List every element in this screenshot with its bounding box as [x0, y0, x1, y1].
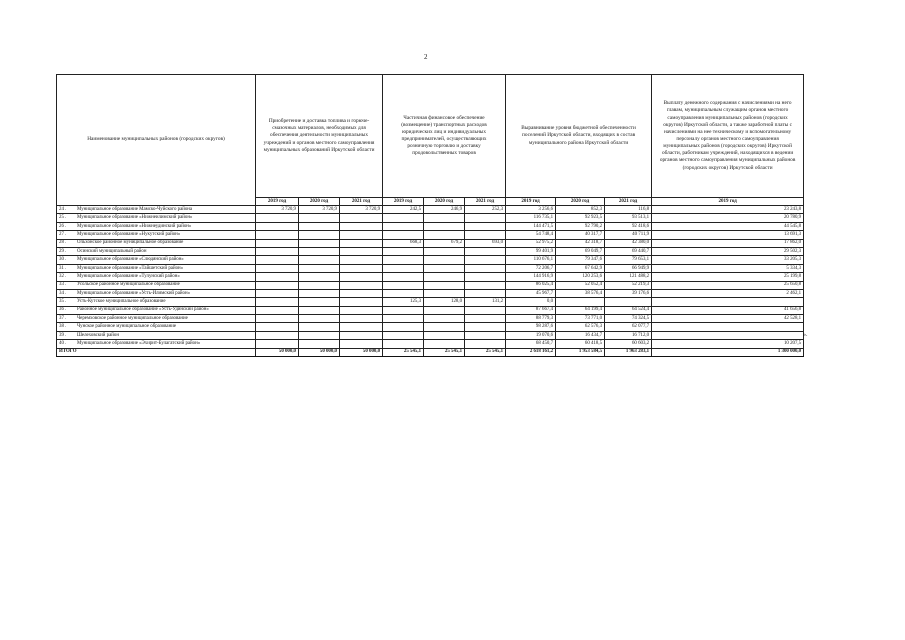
value-cell	[383, 273, 424, 281]
value-cell: 44 545,8	[652, 222, 804, 230]
value-cell: 128,0	[424, 298, 465, 306]
table-row	[57, 281, 804, 289]
municipality-cell	[57, 306, 256, 314]
row-number: 26 .	[59, 223, 67, 229]
value-cell: 38 576,4	[556, 289, 605, 297]
value-cell	[340, 264, 383, 272]
column-header-equalization: Выравнивание уровня бюджетной обеспеченности поселений Иркутской области, входящих в состав муниципального района Иркутской области	[506, 75, 652, 198]
value-cell	[465, 264, 506, 272]
value-cell	[299, 247, 340, 255]
value-cell: 116,8	[605, 206, 652, 214]
row-number: 27 .	[59, 231, 67, 237]
value-cell	[383, 331, 424, 339]
year-header: 2021 год	[340, 198, 383, 206]
value-cell	[340, 323, 383, 331]
municipality-name: Усольское районное муниципальное образование	[77, 282, 180, 288]
table-row	[57, 306, 804, 314]
value-cell	[465, 306, 506, 314]
total-label: ИТОГО	[57, 348, 256, 356]
municipality-name: Муниципальное образование Мамско-Чуйского района	[77, 206, 193, 212]
value-cell	[383, 264, 424, 272]
value-cell	[424, 222, 465, 230]
value-cell: 3 720,9	[340, 206, 383, 214]
municipality-name: Муниципальное образование «Нукутский район»	[77, 231, 181, 237]
municipality-cell	[57, 231, 256, 239]
value-cell	[256, 273, 299, 281]
column-header-name: Наименование муниципальных районов (городских округов)	[57, 75, 256, 206]
table-row	[57, 222, 804, 230]
value-cell	[299, 331, 340, 339]
municipality-name: Муниципальное образование «Эхирит-Булагатский район»	[77, 341, 201, 347]
total-value-cell: 25 545,1	[465, 348, 506, 356]
value-cell: 668,3	[383, 239, 424, 247]
value-cell: 73 771,0	[556, 315, 605, 323]
value-cell	[256, 231, 299, 239]
value-cell: 252,3	[465, 206, 506, 214]
value-cell: 79 347,6	[556, 256, 605, 264]
row-number: 34 .	[59, 290, 67, 296]
total-value-cell: 50 000,0	[340, 348, 383, 356]
value-cell: 16 434,7	[556, 331, 605, 339]
row-number: 24 .	[59, 206, 67, 212]
value-cell: 13 691,3	[652, 231, 804, 239]
value-cell	[383, 340, 424, 348]
value-cell	[299, 256, 340, 264]
value-cell	[605, 298, 652, 306]
value-cell: 52 975,2	[506, 239, 556, 247]
value-cell	[256, 289, 299, 297]
value-cell	[652, 323, 804, 331]
value-cell: 62 576,3	[556, 323, 605, 331]
table-row	[57, 247, 804, 255]
value-cell	[465, 247, 506, 255]
total-closing-mark: ».	[803, 332, 808, 338]
year-header: 2020 год	[556, 198, 605, 206]
value-cell: 60 603,2	[605, 340, 652, 348]
year-header: 2020 год	[424, 198, 465, 206]
value-cell	[299, 340, 340, 348]
value-cell: 69 049,7	[556, 247, 605, 255]
value-cell	[340, 256, 383, 264]
value-cell: 10 207,5	[652, 340, 804, 348]
value-cell: 19 070,6	[506, 331, 556, 339]
value-cell: 66 949,9	[605, 264, 652, 272]
table-row	[57, 340, 804, 348]
row-number: 29 .	[59, 248, 67, 254]
municipality-name: Муниципальное образование «Нижнеудинский район»	[77, 223, 192, 229]
municipality-name: Муниципальное образование «Тайшетский район»	[77, 265, 184, 271]
value-cell	[465, 231, 506, 239]
value-cell	[383, 289, 424, 297]
value-cell: 3 720,9	[256, 206, 299, 214]
value-cell	[383, 247, 424, 255]
value-cell	[299, 264, 340, 272]
municipality-cell	[57, 239, 256, 247]
value-cell: 144 916,9	[506, 273, 556, 281]
value-cell: 693,0	[465, 239, 506, 247]
value-cell	[465, 256, 506, 264]
value-cell	[256, 306, 299, 314]
value-cell: 54 748,4	[506, 231, 556, 239]
value-cell: 0,0	[506, 298, 556, 306]
row-number: 31 .	[59, 265, 67, 271]
row-number: 25 .	[59, 215, 67, 221]
municipality-cell	[57, 340, 256, 348]
value-cell	[299, 289, 340, 297]
year-header: 2020 год	[299, 198, 340, 206]
year-header: 2021 год	[465, 198, 506, 206]
value-cell	[465, 281, 506, 289]
value-cell: 45 967,7	[506, 289, 556, 297]
value-cell: 121 488,2	[605, 273, 652, 281]
value-cell: 93 513,1	[605, 214, 652, 222]
column-header-fuel: Приобретение и доставка топлива и горюче-смазочных материалов, необходимых для обеспечения деятельности муниципальных учреждений и органов местного самоуправления муниципальных образований Иркутской области	[256, 75, 383, 198]
value-cell	[424, 247, 465, 255]
municipality-cell	[57, 214, 256, 222]
value-cell	[299, 273, 340, 281]
value-cell	[299, 214, 340, 222]
table-row	[57, 206, 804, 214]
value-cell	[299, 306, 340, 314]
value-cell: 86 025,4	[506, 281, 556, 289]
value-cell: 98 287,6	[506, 323, 556, 331]
value-cell	[256, 281, 299, 289]
table-row	[57, 315, 804, 323]
municipality-cell	[57, 256, 256, 264]
value-cell: 679,2	[424, 239, 465, 247]
table-row	[57, 264, 804, 272]
value-cell: 5 334,3	[652, 264, 804, 272]
value-cell: 52 219,3	[605, 281, 652, 289]
municipality-name: Районное муниципальное образование «Усть-Удинский район»	[77, 307, 209, 313]
municipality-name: Усть-Кутское муниципальное образование	[77, 299, 166, 305]
total-value-cell: 50 000,0	[256, 348, 299, 356]
value-cell	[256, 247, 299, 255]
value-cell: 852,3	[556, 206, 605, 214]
value-cell	[465, 340, 506, 348]
total-value-cell: 25 545,1	[424, 348, 465, 356]
value-cell	[383, 214, 424, 222]
value-cell: 79 653,1	[605, 256, 652, 264]
value-cell	[424, 289, 465, 297]
row-number: 33 .	[59, 282, 67, 288]
value-cell: 23 243,8	[652, 206, 804, 214]
value-cell: 72 206,7	[506, 264, 556, 272]
table-row	[57, 298, 804, 306]
value-cell: 39 176,6	[605, 289, 652, 297]
value-cell	[256, 264, 299, 272]
column-header-salaries: Выплату денежного содержания с начислениями на него главам, муниципальным служащим органов местного самоуправления муниципальных районов (городских округов) Иркутской области, а также заработной платы с начислениями на нее техническому и вспомогательному персоналу органов местного самоуправления муниципальных районов (городских округов) Иркутской области, работникам учреждений, находящихся в ведении органов местного самоуправления муниципальных районов (городских округов) Иркутской области	[652, 75, 804, 198]
value-cell	[383, 323, 424, 331]
value-cell	[299, 231, 340, 239]
value-cell	[465, 331, 506, 339]
value-cell	[256, 315, 299, 323]
value-cell	[383, 315, 424, 323]
value-cell: 92 923,5	[556, 214, 605, 222]
value-cell: 40 317,7	[556, 231, 605, 239]
page-number: 2	[424, 53, 428, 61]
municipality-cell	[57, 331, 256, 339]
value-cell: 33 205,3	[652, 256, 804, 264]
value-cell: 64 524,4	[605, 306, 652, 314]
value-cell	[424, 231, 465, 239]
total-value-cell: 2 618 161,2	[506, 348, 556, 356]
total-row	[57, 348, 804, 356]
row-number: 40 .	[59, 341, 67, 347]
row-number: 32 .	[59, 273, 67, 279]
value-cell: 16 712,0	[605, 331, 652, 339]
value-cell: 62 077,7	[605, 323, 652, 331]
table-row	[57, 331, 804, 339]
value-cell	[340, 281, 383, 289]
value-cell: 120 253,6	[556, 273, 605, 281]
value-cell	[652, 331, 804, 339]
value-cell: 42 380,0	[605, 239, 652, 247]
value-cell	[465, 315, 506, 323]
table-row	[57, 273, 804, 281]
value-cell: 52 052,4	[556, 281, 605, 289]
municipality-cell	[57, 206, 256, 214]
total-value-cell: 1 963 283,1	[605, 348, 652, 356]
value-cell	[340, 340, 383, 348]
municipality-cell	[57, 323, 256, 331]
value-cell	[340, 247, 383, 255]
value-cell	[465, 214, 506, 222]
value-cell	[299, 315, 340, 323]
value-cell	[340, 298, 383, 306]
municipality-name: Шелеховский район	[77, 332, 119, 338]
value-cell: 92 790,2	[556, 222, 605, 230]
value-cell	[299, 222, 340, 230]
table-row	[57, 289, 804, 297]
value-cell	[424, 340, 465, 348]
value-cell: 42 318,7	[556, 239, 605, 247]
value-cell	[299, 281, 340, 289]
year-header: 2019 год	[383, 198, 424, 206]
column-header-transport: Частичная финансовое обеспечение (возмещение) транспортных расходов юридических лиц и индивидуальных предпринимателей, осуществляющих розничную торговлю и доставку продовольственных товаров	[383, 75, 506, 198]
municipality-cell	[57, 315, 256, 323]
value-cell: 64 199,4	[556, 306, 605, 314]
value-cell	[465, 273, 506, 281]
table-row	[57, 214, 804, 222]
value-cell: 20 780,9	[652, 214, 804, 222]
value-cell: 74 324,5	[605, 315, 652, 323]
value-cell	[256, 214, 299, 222]
value-cell	[340, 222, 383, 230]
value-cell	[256, 323, 299, 331]
row-number: 38 .	[59, 324, 67, 330]
value-cell: 25 650,8	[652, 281, 804, 289]
value-cell	[383, 306, 424, 314]
municipality-name: Муниципальное образование «Усть-Илимский район»	[77, 290, 191, 296]
value-cell: 246,9	[424, 206, 465, 214]
municipality-name: Муниципальное образование «Нижнеилимский район»	[77, 215, 193, 221]
value-cell: 25 199,8	[652, 273, 804, 281]
value-cell	[340, 231, 383, 239]
value-cell: 60 418,5	[556, 340, 605, 348]
municipality-cell	[57, 264, 256, 272]
value-cell	[424, 323, 465, 331]
value-cell: 99 401,9	[506, 247, 556, 255]
value-cell: 41 656,8	[652, 306, 804, 314]
value-cell	[340, 306, 383, 314]
municipality-name: Осинский муниципальный район	[77, 248, 147, 254]
budget-table	[56, 74, 804, 357]
value-cell	[340, 214, 383, 222]
value-cell	[299, 323, 340, 331]
municipality-cell	[57, 289, 256, 297]
row-number: 28 .	[59, 240, 67, 246]
year-header: 2021 год	[605, 198, 652, 206]
value-cell	[256, 256, 299, 264]
value-cell	[424, 331, 465, 339]
value-cell	[424, 315, 465, 323]
table-row	[57, 323, 804, 331]
year-header: 2019 год	[256, 198, 299, 206]
value-cell: 2 462,1	[652, 289, 804, 297]
value-cell: 69 440,7	[605, 247, 652, 255]
value-cell: 42 528,1	[652, 315, 804, 323]
table-row	[57, 231, 804, 239]
municipality-cell	[57, 247, 256, 255]
row-number: 37 .	[59, 315, 67, 321]
total-value-cell: 50 000,0	[299, 348, 340, 356]
value-cell: 17 862,0	[652, 239, 804, 247]
value-cell	[424, 273, 465, 281]
municipality-name: Чунское районное муниципальное образование	[77, 324, 176, 330]
row-number: 36 .	[59, 307, 67, 313]
table-row	[57, 256, 804, 264]
municipality-name: Муниципальное образование «Слюдянский район»	[77, 257, 184, 263]
value-cell	[299, 239, 340, 247]
value-cell: 87 667,4	[506, 306, 556, 314]
value-cell	[465, 323, 506, 331]
value-cell: 40 711,9	[605, 231, 652, 239]
value-cell	[424, 256, 465, 264]
value-cell	[256, 340, 299, 348]
value-cell: 88 779,3	[506, 315, 556, 323]
value-cell: 3 720,9	[299, 206, 340, 214]
value-cell: 110 676,1	[506, 256, 556, 264]
value-cell	[424, 214, 465, 222]
value-cell	[383, 281, 424, 289]
value-cell: 68 450,7	[506, 340, 556, 348]
value-cell	[256, 298, 299, 306]
row-number: 39 .	[59, 332, 67, 338]
municipality-cell	[57, 222, 256, 230]
value-cell: 144 471,5	[506, 222, 556, 230]
value-cell	[424, 281, 465, 289]
total-value-cell: 25 545,1	[383, 348, 424, 356]
value-cell: 116 735,1	[506, 214, 556, 222]
value-cell	[299, 298, 340, 306]
row-number: 35 .	[59, 299, 67, 305]
total-value-cell: 1 300 000,0	[652, 348, 804, 356]
value-cell: 92 418,6	[605, 222, 652, 230]
value-cell: 125,3	[383, 298, 424, 306]
table-row	[57, 239, 804, 247]
value-cell	[256, 331, 299, 339]
value-cell: 3 256,6	[506, 206, 556, 214]
municipality-name: Черемховское районное муниципальное образование	[77, 315, 188, 321]
row-number: 30 .	[59, 257, 67, 263]
value-cell	[256, 222, 299, 230]
value-cell	[465, 289, 506, 297]
value-cell	[424, 264, 465, 272]
value-cell	[465, 222, 506, 230]
value-cell	[340, 331, 383, 339]
municipality-cell	[57, 273, 256, 281]
value-cell	[340, 289, 383, 297]
value-cell: 29 502,3	[652, 247, 804, 255]
value-cell: 131,2	[465, 298, 506, 306]
municipality-name: Ольхонское районное муниципальное образование	[77, 240, 184, 246]
value-cell: 242,5	[383, 206, 424, 214]
value-cell	[383, 256, 424, 264]
municipality-name: Муниципальное образование «Тулунский район»	[77, 273, 180, 279]
value-cell: 67 642,9	[556, 264, 605, 272]
total-value-cell: 1 953 584,5	[556, 348, 605, 356]
year-header: 2019 год	[506, 198, 556, 206]
year-header: 2019 год	[652, 198, 804, 206]
value-cell	[556, 298, 605, 306]
value-cell	[424, 306, 465, 314]
value-cell	[340, 315, 383, 323]
value-cell	[383, 222, 424, 230]
value-cell	[652, 298, 804, 306]
value-cell	[340, 239, 383, 247]
value-cell	[383, 231, 424, 239]
municipality-cell	[57, 298, 256, 306]
municipality-cell	[57, 281, 256, 289]
value-cell	[340, 273, 383, 281]
value-cell	[256, 239, 299, 247]
